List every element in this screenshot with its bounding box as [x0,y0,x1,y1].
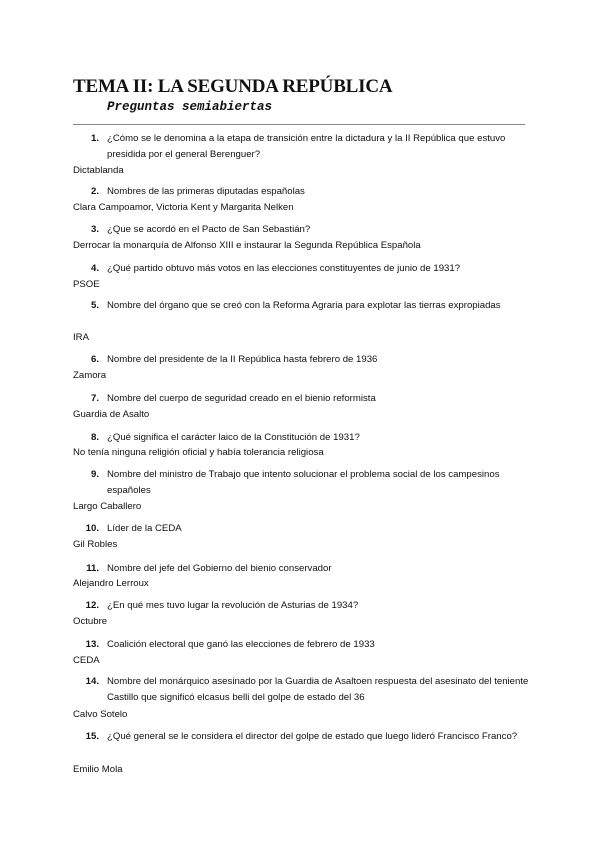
question-text: Nombre del presidente de la II República hasta febrero de 1936 [107,354,378,365]
answer-text: Largo Caballero [73,501,142,512]
answer-text: Octubre [73,616,108,627]
question-text: Nombre del jefe del Gobierno del bienio conservador [107,563,332,574]
question-number: 4. [90,263,99,274]
question-item [73,391,533,407]
question-item [73,637,533,653]
question-number: 3. [90,224,99,235]
page-subtitle: Preguntas semiabiertas [107,100,273,114]
answer-text: No tenía ninguna religión oficial y había tolerancia religiosa [73,447,324,458]
question-item [73,521,533,537]
question-item [73,261,533,277]
question-text: Coalición electoral que ganó las elecciones de febrero de 1933 [107,639,375,650]
question-item [73,598,533,614]
question-number: 2. [90,186,99,197]
answer-text: Emilio Mola [73,764,123,775]
answer-text: Guardia de Asalto [73,409,150,420]
question-item [73,729,533,745]
answer-text: PSOE [73,279,100,290]
question-text: Nombre del cuerpo de seguridad creado en el bienio reformista [107,393,376,404]
question-item [73,352,533,368]
question-text: ¿Qué significa el carácter laico de la Constitución de 1931? [107,432,360,443]
question-number: 8. [90,432,99,443]
question-text: Nombre del ministro de Trabajo que intento solucionar el problema social de los campesinos españoles [107,469,500,496]
answer-text: Gil Robles [73,539,118,550]
question-item [73,298,533,314]
question-item [73,430,533,446]
question-text: Nombres de las primeras diputadas españolas [107,186,305,197]
question-text: Líder de la CEDA [107,523,182,534]
header-divider [73,124,525,125]
question-number: 9. [90,469,99,480]
question-number: 15. [85,731,99,742]
question-item [73,184,533,200]
question-text: ¿En qué mes tuvo lugar la revolución de Asturias de 1934? [107,600,359,611]
question-number: 7. [90,393,99,404]
question-text: ¿Qué partido obtuvo más votos en las elecciones constituyentes de junio de 1931? [107,263,461,274]
page-title: TEMA II: LA SEGUNDA REPÚBLICA [73,76,393,97]
question-number: 10. [85,523,99,534]
question-text: ¿Cómo se le denomina a la etapa de transición entre la dictadura y la II República que estuvo presidida por el general Berenguer? [107,133,506,160]
answer-text: Dictablanda [73,165,124,176]
answer-text: Clara Campoamor, Victoria Kent y Margarita Nelken [73,202,294,213]
question-number: 14. [85,676,99,687]
question-text: Nombre del monárquico asesinado por la Guardia de Asaltoen respuesta del asesinato del teniente Castillo que significó elcasus belli del golpe de estado del 36 [107,676,529,703]
question-number: 6. [90,354,99,365]
answer-text: Zamora [73,370,107,381]
question-number: 1. [90,133,99,144]
question-text: ¿Que se acordó en el Pacto de San Sebastián? [107,224,311,235]
question-number: 5. [90,300,99,311]
question-item [73,561,533,577]
question-item [73,674,533,706]
question-text: ¿Qué general se le considera el director del golpe de estado que luego lideró Francisco Franco? [107,731,518,742]
answer-text: CEDA [73,655,100,666]
question-number: 12. [85,600,99,611]
question-item [73,131,533,163]
answer-text: Alejandro Lerroux [73,578,149,589]
question-number: 11. [86,563,99,574]
answer-text: Derrocar la monarquía de Alfonso XIII e instaurar la Segunda República Española [73,240,421,251]
answer-text: IRA [73,332,89,343]
question-item [73,467,533,499]
question-text: Nombre del órgano que se creó con la Reforma Agraria para explotar las tierras expropiadas [107,300,501,311]
answer-text: Calvo Sotelo [73,709,128,720]
question-item [73,222,533,238]
question-number: 13. [85,639,99,650]
